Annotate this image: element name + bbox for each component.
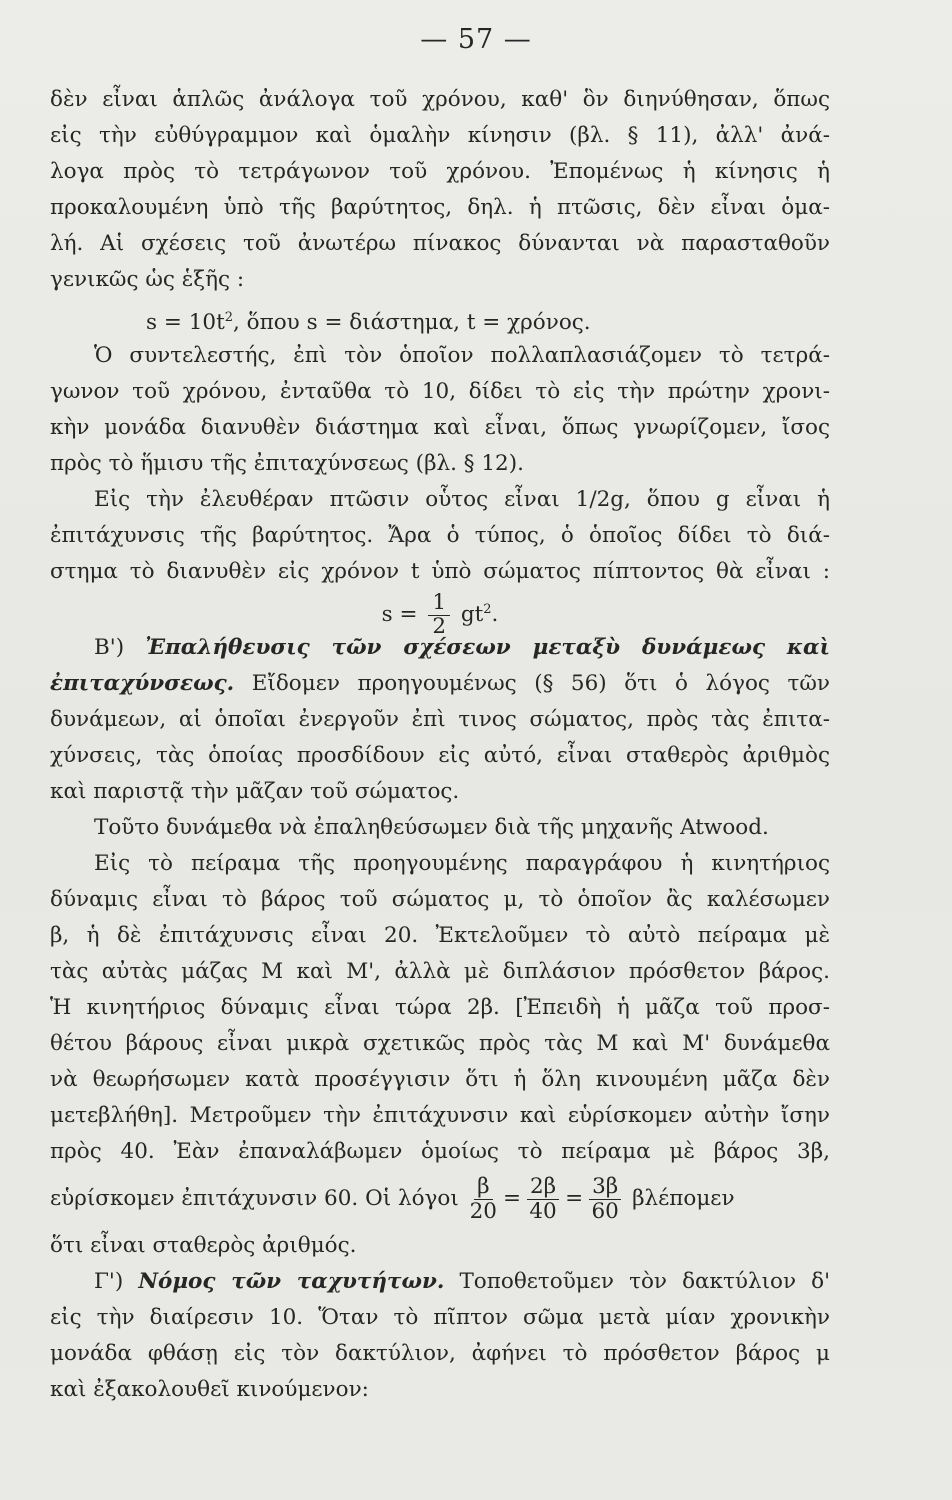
formula-distance [50, 298, 830, 338]
text-line: δυνάμεων, αἱ ὁποῖαι ἐνεργοῦν ἐπὶ τινος σώματος, πρὸς τὰς ἐπιτα- [50, 707, 830, 732]
formula-main: s = 10t [146, 310, 225, 336]
text-line: Τοῦτο δυνάμεθα νὰ ἐπαληθεύσωμεν διὰ τῆς μηχανῆς Atwood. [94, 815, 769, 840]
ratio-fraction-3 [589, 1175, 621, 1223]
page-number: — 57 — [420, 24, 532, 55]
ratio-numerator: β [474, 1175, 492, 1200]
section-c-heading [50, 1264, 830, 1300]
section-b-text: Εἴδομεν προηγουμένως (§ 56) ὅτι ὁ λόγος τῶν [234, 671, 830, 696]
ratio-line [50, 1170, 830, 1228]
text-line: δὲν εἶναι ἁπλῶς ἀνάλογα τοῦ χρόνου, καθ' ὃν διηνύθησαν, ὅπως [50, 87, 830, 112]
fraction-numerator: 1 [428, 592, 450, 616]
text-line: Εἰς τὸ πείραμα τῆς προηγουμένης παραγράφου ἡ κινητήριος [94, 851, 830, 876]
text-line: θέτου βάρους εἶναι μικρὰ σχετικῶς πρὸς τὰς Μ καὶ Μ' δυνάμεθα [50, 1031, 830, 1056]
ratio-numerator: 2β [527, 1175, 559, 1200]
fraction-denominator: 2 [432, 613, 447, 639]
page-body [50, 82, 830, 1408]
ratio-numerator: 3β [589, 1175, 621, 1200]
text-line: καὶ παριστᾷ τὴν μᾶζαν τοῦ σώματος. [50, 779, 460, 804]
formula-end: . [491, 602, 499, 628]
ratio-fraction-2 [527, 1175, 559, 1223]
text-line: προκαλουμένη ὑπὸ τῆς βαρύτητος, δηλ. ἡ πτῶσις, δὲν εἶναι ὁμα- [50, 195, 830, 220]
ratio-denominator: 60 [591, 1198, 619, 1224]
section-b-label: Β') [94, 635, 125, 660]
ratio-fraction-1 [470, 1175, 497, 1223]
text-line: κὴν μονάδα διανυθὲν διάστημα καὶ εἶναι, ὅπως γνωρίζομεν, ἴσος [50, 415, 830, 440]
formula-definition: , ὅπου s = διάστημα, t = χρόνος. [233, 310, 591, 336]
text-line [50, 666, 830, 702]
text-line: λογα πρὸς τὸ τετράγωνον τοῦ χρόνου. Ἐπομένως ἡ κίνησις ἡ [50, 159, 830, 184]
text-line: β, ἡ δὲ ἐπιτάχυνσις εἶναι 20. Ἐκτελοῦμεν τὸ αὐτὸ πείραμα μὲ [50, 923, 830, 948]
ratio-outro: βλέπομεν [632, 1186, 735, 1211]
text-line: γενικῶς ὡς ἑξῆς : [50, 267, 245, 292]
section-c-text: Τοποθετοῦμεν τὸν δακτύλιον δ' [444, 1269, 830, 1294]
text-line: Ὁ συντελεστής, ἐπὶ τὸν ὁποῖον πολλαπλασιάζομεν τὸ τετρά- [94, 343, 830, 368]
text-line: καὶ ἐξακολουθεῖ κινούμενον: [50, 1377, 369, 1402]
text-line: Εἰς τὴν ἐλευθέραν πτῶσιν οὗτος εἶναι 1/2g, ὅπου g εἶναι ἡ [94, 487, 830, 512]
equals-sign: = [502, 1186, 521, 1211]
text-line: εἰς τὴν διαίρεσιν 10. Ὅταν τὸ πῖπτον σῶμα μετὰ μίαν χρονικὴν [50, 1305, 830, 1330]
text-line: ἐπιτάχυνσις τῆς βαρύτητος. Ἄρα ὁ τύπος, ὁ ὁποῖος δίδει τὸ διά- [50, 523, 830, 548]
text-line: γωνον τοῦ χρόνου, ἐνταῦθα τὸ 10, δίδει τὸ εἰς τὴν πρώτην χρονι- [50, 379, 830, 404]
text-line: τὰς αὐτὰς μάζας Μ καὶ Μ', ἀλλὰ μὲ διπλάσιον πρόσθετον βάρος. [50, 959, 830, 984]
formula-exponent: 2 [483, 602, 492, 617]
formula-rhs: gt [460, 602, 484, 628]
text-line: χύνσεις, τὰς ὁποίας προσδίδουν εἰς αὐτό, εἶναι σταθερὸς ἀριθμὸς [50, 743, 830, 768]
text-line: μονάδα φθάσῃ εἰς τὸν δακτύλιον, ἀφήνει τὸ πρόσθετον βάρος μ [50, 1341, 830, 1366]
text-line: νὰ θεωρήσωμεν κατὰ προσέγγισιν ὅτι ἡ ὅλη κινουμένη μᾶζα δὲν [50, 1067, 830, 1092]
text-line: μετεβλήθη]. Μετροῦμεν τὴν ἐπιτάχυνσιν καὶ εὑρίσκομεν αὐτὴν ἴσην [50, 1103, 830, 1128]
text-line: εἰς τὴν εὐθύγραμμον καὶ ὁμαλὴν κίνησιν (βλ. § 11), ἀλλ' ἀνά- [50, 123, 830, 148]
text-line: πρὸς τὸ ἥμισυ τῆς ἐπιταχύνσεως (βλ. § 12). [50, 451, 524, 476]
formula-free-fall [50, 590, 830, 639]
ratio-denominator: 40 [529, 1198, 557, 1224]
ratio-denominator: 20 [469, 1198, 497, 1224]
formula-lhs: s = [381, 602, 418, 628]
text-line: Ἡ κινητήριος δύναμις εἶναι τώρα 2β. [Ἐπειδὴ ἡ μᾶζα τοῦ προσ- [50, 995, 830, 1020]
ratio-intro: εὑρίσκομεν ἐπιτάχυνσιν 60. Οἱ λόγοι [50, 1186, 459, 1211]
section-b-title: Ἐπαλήθευσις τῶν σχέσεων μεταξὺ δυνάμεως καὶ [145, 635, 830, 660]
section-b-heading [50, 630, 830, 666]
text-line: πρὸς 40. Ἐὰν ἐπαναλάβωμεν ὁμοίως τὸ πείραμα μὲ βάρος 3β, [50, 1139, 830, 1164]
section-b-title-end: ἐπιταχύνσεως. [50, 671, 235, 696]
formula-exponent: 2 [224, 310, 233, 325]
text-line: ὅτι εἶναι σταθερὸς ἀριθμός. [50, 1233, 357, 1258]
equals-sign: = [565, 1186, 584, 1211]
section-c-title: Νόμος τῶν ταχυτήτων. [138, 1269, 445, 1294]
text-line: δύναμις εἶναι τὸ βάρος τοῦ σώματος μ, τὸ ὁποῖον ἂς καλέσωμεν [50, 887, 830, 912]
text-line: λή. Αἱ σχέσεις τοῦ ἀνωτέρω πίνακος δύνανται νὰ παρασταθοῦν [50, 231, 830, 256]
section-c-label: Γ') [94, 1269, 124, 1294]
text-line: στημα τὸ διανυθὲν εἰς χρόνον t ὑπὸ σώματος πίπτοντος θὰ εἶναι : [50, 559, 830, 584]
